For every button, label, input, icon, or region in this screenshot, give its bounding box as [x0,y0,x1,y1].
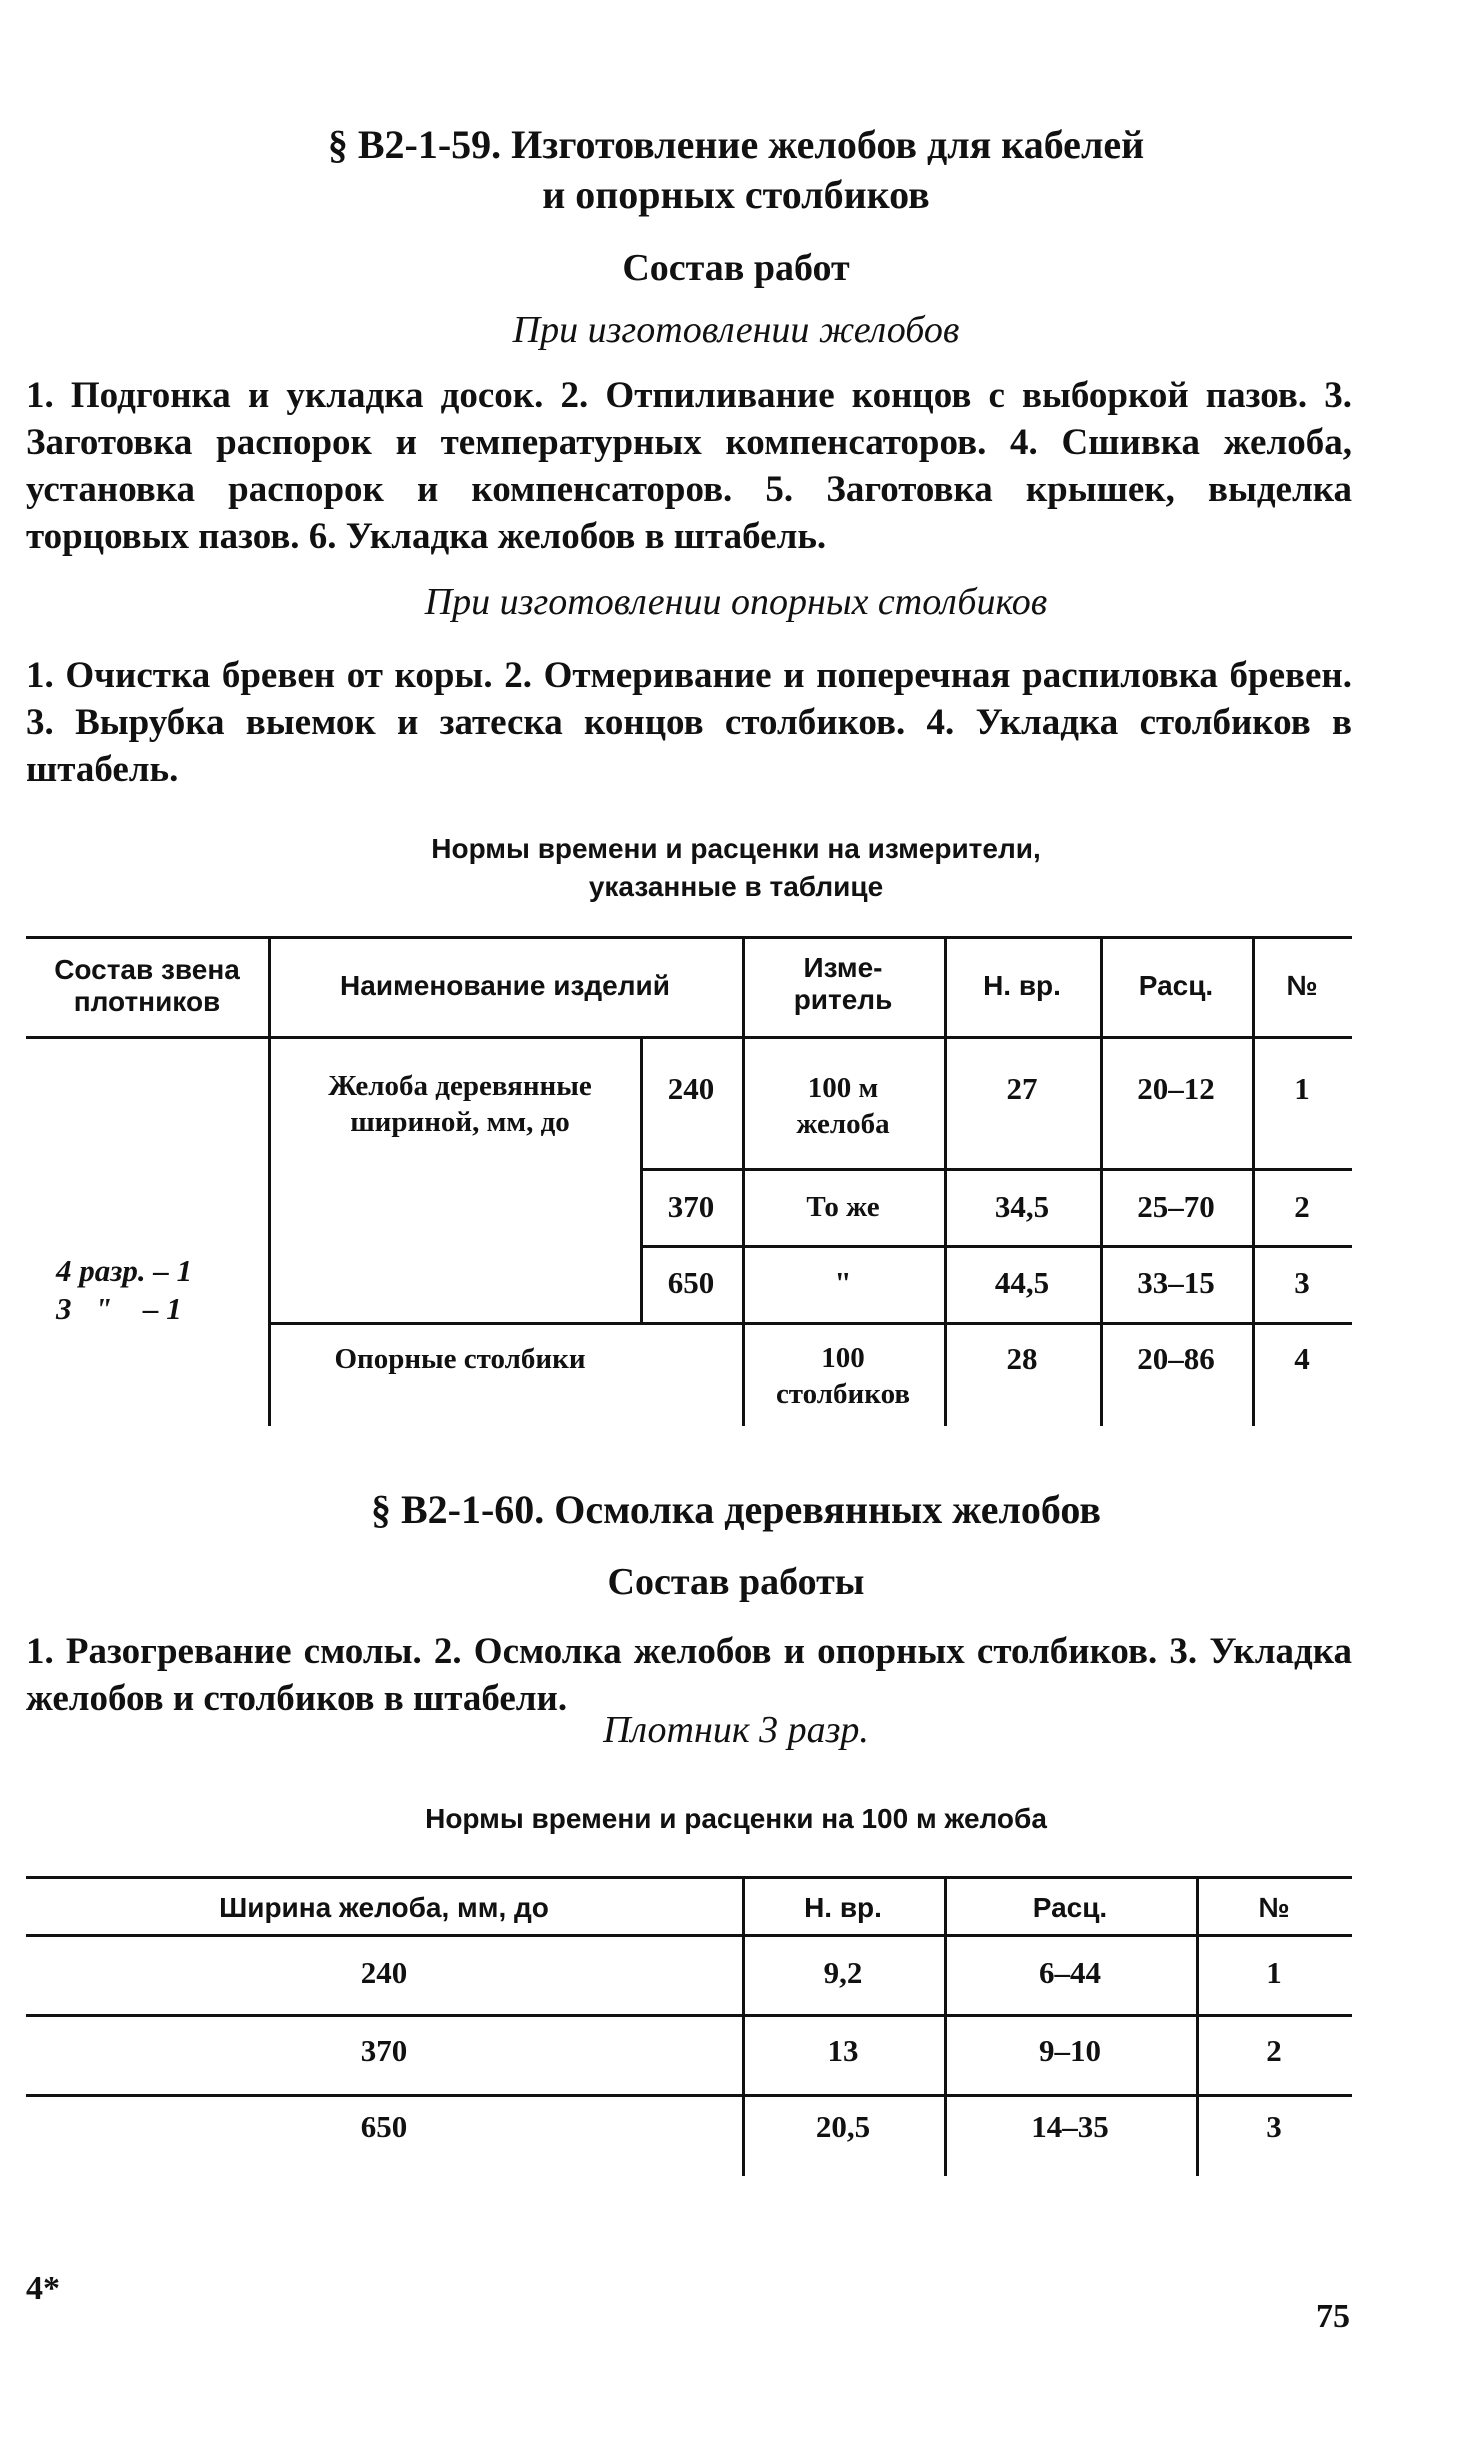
table-row-4-label: Опорные столбики [334,1343,586,1375]
section2-composition-heading: Состав работы [607,1561,865,1603]
table2-row-2-norm: 13 [827,2033,859,2068]
table-row-3-rate: 33–15 [1137,1265,1215,1300]
header-crew: Состав звена плотников [54,954,240,1017]
header-rate-2: Расц. [1032,1892,1108,1923]
header-num-2: № [1258,1892,1290,1923]
table-row-4-norm: 28 [1006,1341,1038,1376]
subheading-troughs: При изготовлении желобов [512,309,960,351]
header-norm-2: Н. вр. [804,1892,882,1923]
header-unit: Изме- ритель [793,952,893,1015]
table1-caption-line2: указанные в таблице [588,871,884,902]
table2-row-3-rate: 14–35 [1031,2109,1109,2144]
page-number: 75 [1316,2298,1350,2335]
table-row-2-norm: 34,5 [994,1189,1050,1224]
header-num: № [1286,970,1318,1001]
signature-mark: 4* [26,2270,60,2307]
table-row-1-rate: 20–12 [1137,1071,1215,1106]
table-row-3-norm: 44,5 [994,1265,1050,1300]
paragraph-posts: 1. Очистка бревен от коры. 2. Отмеривание и поперечная распиловка бревен. 3. Вырубка выемок и затеска концов столбиков. 4. Укладка столбиков в штабель. [26,655,1352,790]
troughs-label: Желоба деревянные шириной, мм, до [328,1070,592,1138]
table2-row-3-width: 650 [360,2109,408,2144]
table-row-1-unit: 100 м желоба [796,1072,890,1140]
header-norm: Н. вр. [983,970,1061,1001]
table1-caption-line1: Нормы времени и расценки на измерители, [431,833,1041,864]
section-title-line1: § В2-1-59. Изготовление желобов для кабелей [327,122,1145,167]
table-row-2-unit: То же [806,1191,880,1223]
table-row-1-size: 240 [667,1071,715,1106]
header-name: Наименование изделий [340,970,670,1001]
table-row-2-rate: 25–70 [1137,1189,1215,1224]
table2-row-2-width: 370 [360,2033,408,2068]
section-title-line2: и опорных столбиков [542,172,930,217]
composition-heading: Состав работ [622,247,850,289]
table-row-4-rate: 20–86 [1137,1341,1215,1376]
table-row-4-num: 4 [1294,1341,1310,1376]
table2-row-3-norm: 20,5 [815,2109,871,2144]
table-row-3-num: 3 [1294,1265,1310,1300]
table-row-3-unit: " [834,1265,852,1300]
table-row-3-size: 650 [667,1265,715,1300]
table2-row-1-width: 240 [360,1955,408,1990]
section2-paragraph: 1. Разогревание смолы. 2. Осмолка желобов и опорных столбиков. 3. Укладка желобов и столбиков в штабели. [26,1631,1352,1719]
table2-caption: Нормы времени и расценки на 100 м желоба [425,1803,1047,1834]
table-row-1-num: 1 [1294,1071,1310,1106]
table-row-4-unit: 100 столбиков [775,1342,911,1410]
table-row-2-num: 2 [1294,1189,1310,1224]
table-row-2-size: 370 [667,1189,715,1224]
paragraph-troughs: 1. Подгонка и укладка досок. 2. Отпиливание концов с выборкой пазов. 3. Заготовка распорок и температурных компенсаторов. 4. Сшивка желоба, установка распорок и компенсаторов. 5. Заготовка крышек, выделка торцовых пазов. 6. Укладка желобов в штабель. [26,375,1352,557]
header-rate: Расц. [1138,970,1214,1001]
subheading-posts: При изготовлении опорных столбиков [424,581,1048,623]
table2-row-2-rate: 9–10 [1039,2033,1101,2068]
crew-composition: 4 разр. – 1 3 " – 1 [56,1253,193,1326]
section2-title: § В2-1-60. Осмолка деревянных желобов [370,1487,1102,1532]
table-row-1-norm: 27 [1006,1071,1038,1106]
table2-row-2-num: 2 [1266,2033,1282,2068]
table2-row-1-rate: 6–44 [1039,1955,1101,1990]
table2-row-3-num: 3 [1266,2109,1282,2144]
header-width: Ширина желоба, мм, до [219,1892,549,1923]
table2-row-1-norm: 9,2 [823,1955,863,1990]
worker-grade: Плотник 3 разр. [603,1709,869,1751]
table2-row-1-num: 1 [1266,1955,1282,1990]
